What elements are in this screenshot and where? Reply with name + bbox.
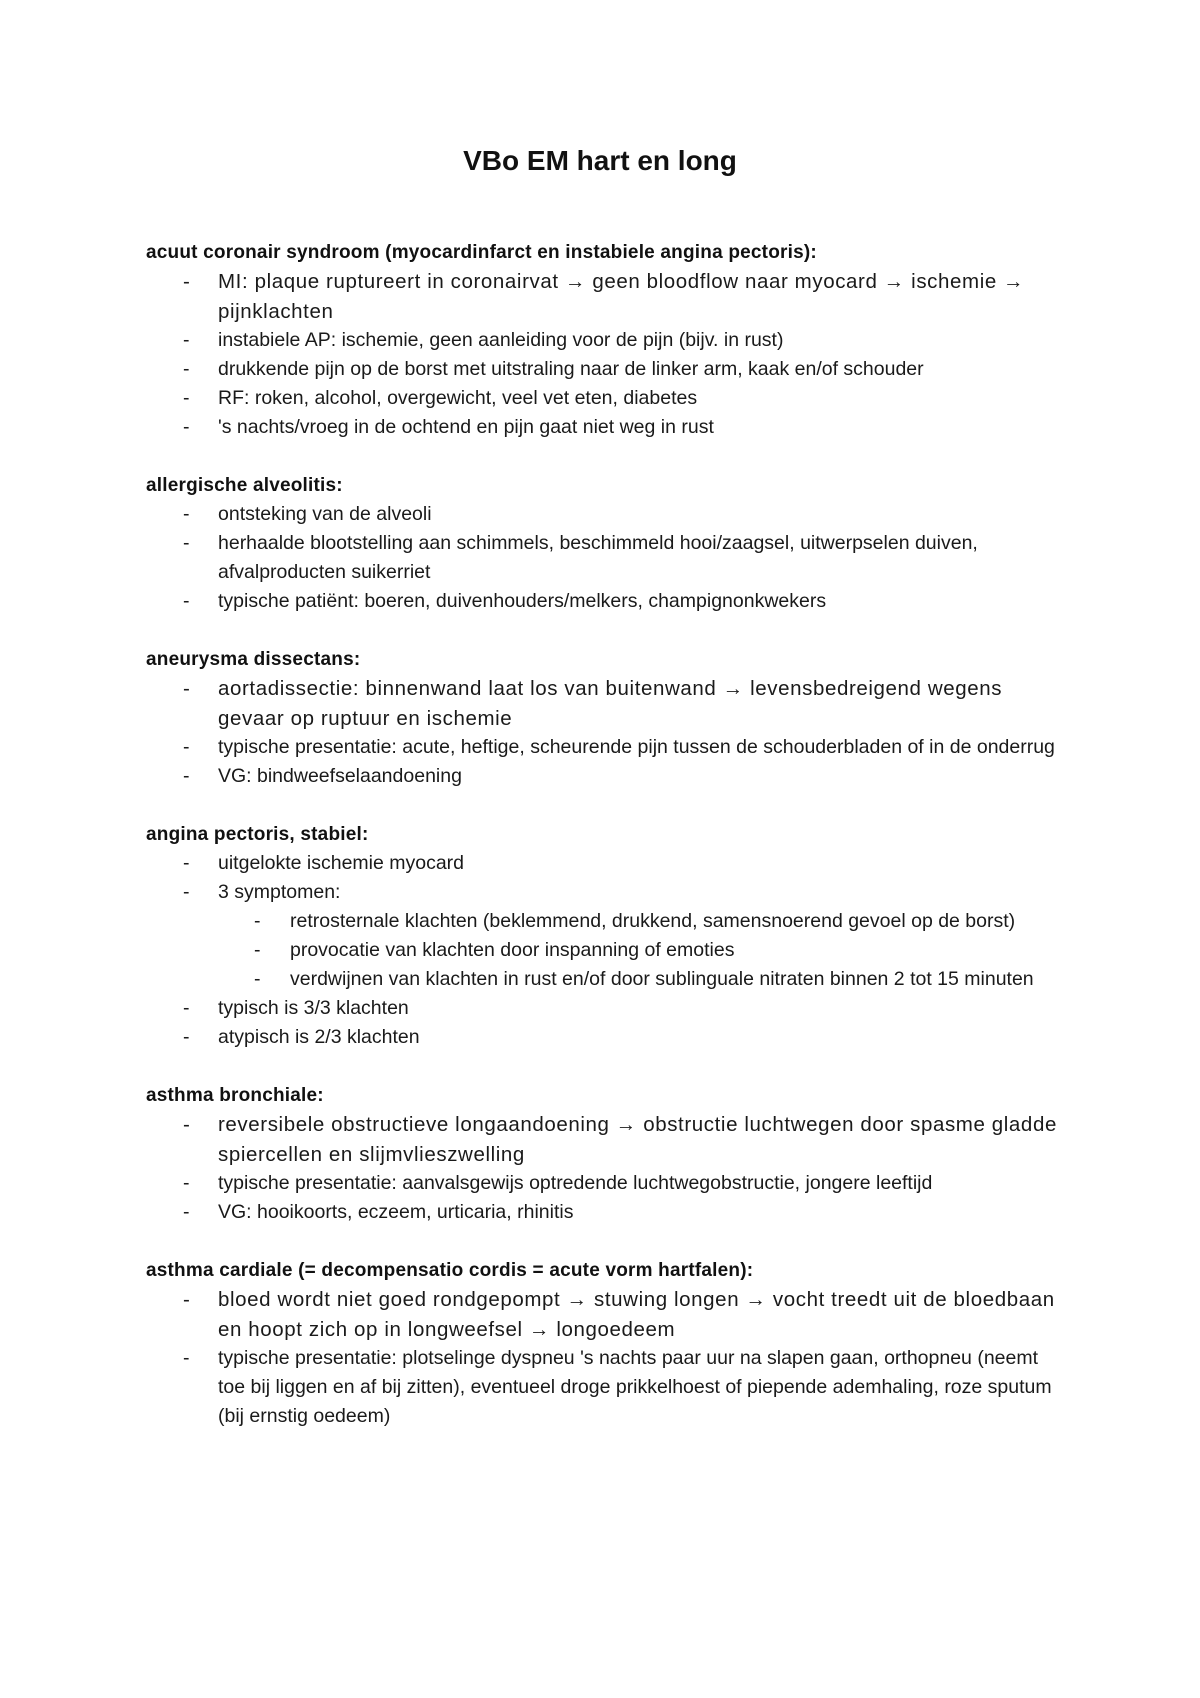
section-heading: aneurysma dissectans: bbox=[146, 649, 361, 670]
section-acuut-coronair-syndroom bbox=[146, 238, 1066, 442]
page-title: VBo EM hart en long bbox=[463, 145, 737, 176]
list-item: - bloed wordt niet goed rondgepompt → stuwing longen → vocht treedt uit de bloedbaan en hoopt zich op in longweefsel → longoedeem bbox=[146, 1285, 1066, 1344]
list-item: - atypisch is 2/3 klachten bbox=[146, 1023, 1066, 1052]
bullet-list bbox=[146, 500, 1066, 616]
section-heading: asthma cardiale (= decompensatio cordis = acute vorm hartfalen): bbox=[146, 1260, 754, 1281]
section-asthma-cardiale bbox=[146, 1256, 1066, 1431]
list-item: - herhaalde blootstelling aan schimmels, beschimmeld hooi/zaagsel, uitwerpselen duiven, afvalproducten suikerriet bbox=[146, 529, 1066, 587]
list-item: - instabiele AP: ischemie, geen aanleiding voor de pijn (bijv. in rust) bbox=[146, 326, 1066, 355]
list-item: - aortadissectie: binnenwand laat los van buitenwand → levensbedreigend wegens gevaar op ruptuur en ischemie bbox=[146, 674, 1066, 733]
list-item: - typische presentatie: plotselinge dyspneu 's nachts paar uur na slapen gaan, orthopneu (neemt toe bij liggen en af bij zitten), eventueel droge prikkelhoest of piepende ademhaling, roze sputum (bij ernstig oedeem) bbox=[146, 1344, 1066, 1431]
bullet-list bbox=[146, 1110, 1066, 1227]
section-heading: asthma bronchiale: bbox=[146, 1085, 324, 1106]
list-item: - 's nachts/vroeg in de ochtend en pijn gaat niet weg in rust bbox=[146, 413, 1066, 442]
document-content bbox=[146, 238, 1066, 1460]
section-asthma-bronchiale bbox=[146, 1081, 1066, 1227]
list-item-text: 3 symptomen: bbox=[218, 881, 341, 903]
sub-list-item: - verdwijnen van klachten in rust en/of door sublinguale nitraten binnen 2 tot 15 minuten bbox=[218, 965, 1066, 994]
list-item: - VG: hooikoorts, eczeem, urticaria, rhinitis bbox=[146, 1198, 1066, 1227]
list-item: - MI: plaque ruptureert in coronairvat → geen bloodflow naar myocard → ischemie → pijnklachten bbox=[146, 267, 1066, 326]
list-item bbox=[146, 878, 1066, 994]
bullet-list bbox=[146, 267, 1066, 442]
bullet-list bbox=[146, 849, 1066, 1052]
list-item: - typische presentatie: acute, heftige, scheurende pijn tussen de schouderbladen of in de onderrug bbox=[146, 733, 1066, 762]
list-item: - typische patiënt: boeren, duivenhouders/melkers, champignonkwekers bbox=[146, 587, 1066, 616]
list-item: - drukkende pijn op de borst met uitstraling naar de linker arm, kaak en/of schouder bbox=[146, 355, 1066, 384]
bullet-list bbox=[146, 674, 1066, 791]
list-item: - reversibele obstructieve longaandoening → obstructie luchtwegen door spasme gladde spiercellen en slijmvlieszwelling bbox=[146, 1110, 1066, 1169]
section-allergische-alveolitis bbox=[146, 471, 1066, 616]
section-aneurysma-dissectans bbox=[146, 645, 1066, 791]
list-item: - uitgelokte ischemie myocard bbox=[146, 849, 1066, 878]
section-heading: allergische alveolitis: bbox=[146, 475, 343, 496]
list-item: - typische presentatie: aanvalsgewijs optredende luchtwegobstructie, jongere leeftijd bbox=[146, 1169, 1066, 1198]
sub-list-item: - retrosternale klachten (beklemmend, drukkend, samensnoerend gevoel op de borst) bbox=[218, 907, 1066, 936]
sub-list-item: - provocatie van klachten door inspanning of emoties bbox=[218, 936, 1066, 965]
section-heading: acuut coronair syndroom (myocardinfarct en instabiele angina pectoris): bbox=[146, 242, 817, 263]
list-item: - VG: bindweefselaandoening bbox=[146, 762, 1066, 791]
section-angina-pectoris-stabiel bbox=[146, 820, 1066, 1052]
list-item: - ontsteking van de alveoli bbox=[146, 500, 1066, 529]
sub-bullet-list bbox=[218, 907, 1066, 994]
list-item: - typisch is 3/3 klachten bbox=[146, 994, 1066, 1023]
bullet-list bbox=[146, 1285, 1066, 1431]
list-item: - RF: roken, alcohol, overgewicht, veel vet eten, diabetes bbox=[146, 384, 1066, 413]
section-heading: angina pectoris, stabiel: bbox=[146, 824, 369, 845]
